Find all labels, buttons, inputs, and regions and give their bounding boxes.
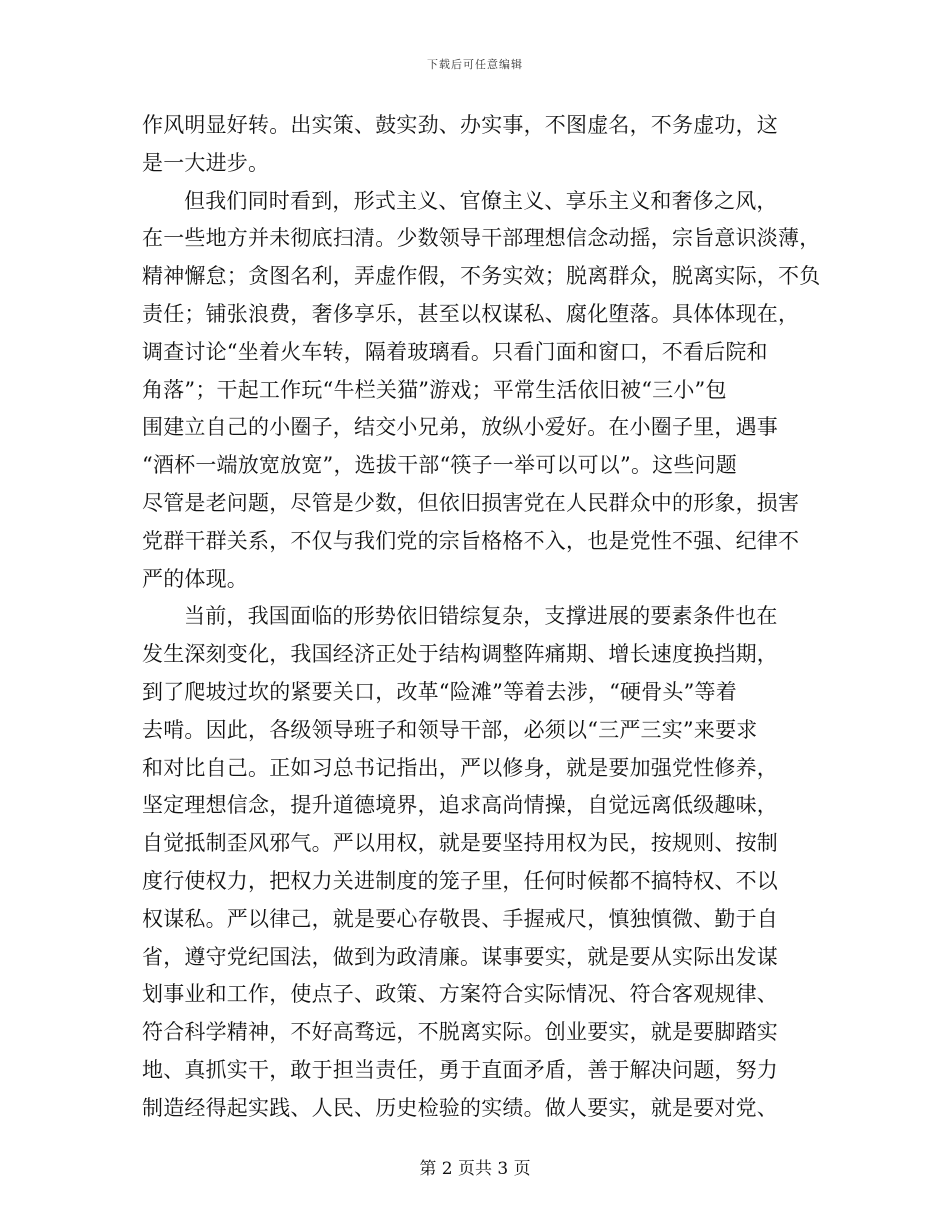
text-line: 划事业和工作，使点子、政策、方案符合实际情况、符合客观规律、	[142, 982, 778, 1007]
text-line: 党群干群关系，不仅与我们党的宗旨格格不入，也是党性不强、纪律不	[142, 528, 800, 553]
paragraph-start-line: 但我们同时看到，形式主义、官僚主义、享乐主义和奢侈之风，	[184, 188, 778, 213]
text-line: 省，遵守党纪国法，做到为政清廉。谋事要实，就是要从实际出发谋	[142, 944, 778, 969]
text-line: 制造经得起实践、人民、历史检验的实绩。做人要实，就是要对党、	[142, 1095, 778, 1120]
text-line: 角落”；干起工作玩“牛栏关猫”游戏；平常生活依旧被“三小”包	[142, 377, 727, 402]
text-line: 自觉抵制歪风邪气。严以用权，就是要坚持用权为民，按规则、按制	[142, 831, 778, 856]
text-line: 去啃。因此，各级领导班子和领导干部，必须以“三严三实”来要求	[142, 717, 758, 742]
text-line: 在一些地方并未彻底扫清。少数领导干部理想信念动摇，宗旨意识淡薄，	[142, 226, 821, 251]
document-body	[142, 107, 821, 1128]
text-line: 尽管是老问题，尽管是少数，但依旧损害党在人民群众中的形象，损害	[142, 490, 800, 515]
text-line: 到了爬坡过坎的紧要关口，改革“险滩”等着去涉，“硬骨头”等着	[142, 679, 737, 704]
text-line: 和对比自己。正如习总书记指出，严以修身，就是要加强党性修养，	[142, 755, 778, 780]
text-line: 调查讨论“坐着火车转，隔着玻璃看。只看门面和窗口，不看后院和	[142, 339, 768, 364]
text-line: 作风明显好转。出实策、鼓实劲、办实事，不图虚名，不务虚功，这	[142, 113, 778, 137]
text-line: 是一大进步。	[142, 150, 270, 175]
text-line: 精神懈怠；贪图名利，弄虚作假，不务实效；脱离群众，脱离实际，不负	[142, 264, 821, 289]
text-line: 符合科学精神，不好高骛远，不脱离实际。创业要实，就是要脚踏实	[142, 1020, 778, 1045]
text-line: 责任；铺张浪费，奢侈享乐，甚至以权谋私、腐化堕落。具体体现在，	[142, 301, 800, 326]
text-line: 坚定理想信念，提升道德境界，追求高尚情操，自觉远离低级趣味，	[142, 793, 778, 818]
text-line: 严的体现。	[142, 566, 248, 591]
text-line: 围建立自己的小圈子，结交小兄弟，放纵小爱好。在小圈子里，遇事	[142, 415, 778, 440]
text-line: 地、真抓实干，敢于担当责任，勇于直面矛盾，善于解决问题，努力	[142, 1057, 778, 1082]
paragraph-start-line: 当前，我国面临的形势依旧错综复杂，支撑进展的要素条件也在	[184, 604, 778, 629]
text-line: 权谋私。严以律己，就是要心存敬畏、手握戒尺，慎独慎微、勤于自	[142, 906, 778, 931]
page-header: 下载后可任意编辑	[427, 58, 523, 71]
text-line: 发生深刻变化，我国经济正处于结构调整阵痛期、增长速度换挡期，	[142, 642, 778, 667]
text-line: 度行使权力，把权力关进制度的笼子里，任何时候都不搞特权、不以	[142, 868, 778, 893]
text-line: “酒杯一端放宽放宽”，选拔干部“筷子一举可以可以”。这些问题	[142, 453, 737, 478]
page-number: 第 2 页共 3 页	[419, 1159, 531, 1179]
